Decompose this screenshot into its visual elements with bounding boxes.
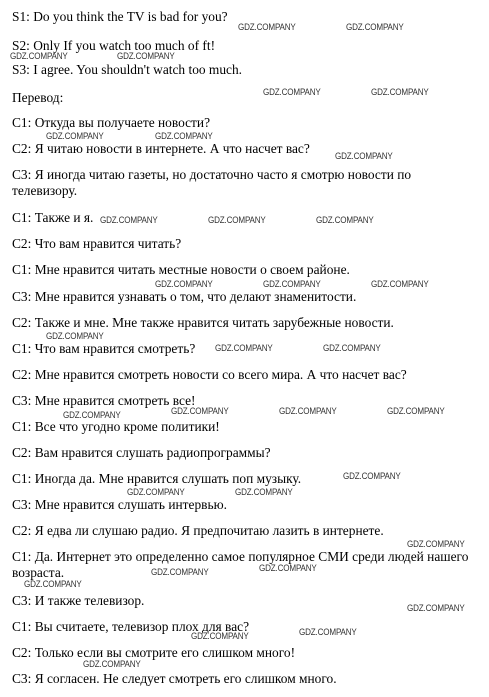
watermark: GDZ.COMPANY <box>10 51 68 62</box>
watermark: GDZ.COMPANY <box>259 563 317 574</box>
translation-line: С1: Все что угодно кроме политики! <box>12 419 220 434</box>
translation-line: С3: Я согласен. Не следует смотреть его слишком много. <box>12 671 337 686</box>
dialogue-line-s1: S1: Do you think the TV is bad for you? <box>12 9 228 24</box>
watermark: GDZ.COMPANY <box>83 659 141 670</box>
watermark: GDZ.COMPANY <box>46 131 104 142</box>
translation-line: С2: Что вам нравится читать? <box>12 236 182 251</box>
watermark: GDZ.COMPANY <box>371 87 429 98</box>
translation-line: С1: Откуда вы получаете новости? <box>12 115 211 130</box>
watermark: GDZ.COMPANY <box>407 539 465 550</box>
watermark: GDZ.COMPANY <box>155 279 213 290</box>
translation-line: С3: И также телевизор. <box>12 593 145 608</box>
translation-line: С3: Я иногда читаю газеты, но достаточно часто я смотрю новости по телевизору. <box>12 167 412 198</box>
watermark: GDZ.COMPANY <box>117 51 175 62</box>
watermark: GDZ.COMPANY <box>155 131 213 142</box>
watermark: GDZ.COMPANY <box>238 22 296 33</box>
translation-line: С1: Мне нравится читать местные новости о своем районе. <box>12 262 350 277</box>
translation-line: С2: Я читаю новости в интернете. А что насчет вас? <box>12 141 310 156</box>
watermark: GDZ.COMPANY <box>215 343 273 354</box>
translation-line: С3: Мне нравится узнавать о том, что делают знаменитости. <box>12 289 357 304</box>
watermark: GDZ.COMPANY <box>279 406 337 417</box>
watermark: GDZ.COMPANY <box>263 279 321 290</box>
translation-line: С3: Мне нравится смотреть все! <box>12 393 196 408</box>
watermark: GDZ.COMPANY <box>46 331 104 342</box>
translation-line: С2: Я едва ли слушаю радио. Я предпочитаю лазить в интернете. <box>12 523 384 538</box>
translation-line: С1: Что вам нравится смотреть? <box>12 341 196 356</box>
watermark: GDZ.COMPANY <box>100 215 158 226</box>
watermark: GDZ.COMPANY <box>263 87 321 98</box>
watermark: GDZ.COMPANY <box>343 471 401 482</box>
watermark: GDZ.COMPANY <box>407 603 465 614</box>
dialogue-line-s2: S2: Only If you watch too much of ft! <box>12 38 216 53</box>
watermark: GDZ.COMPANY <box>191 631 249 642</box>
translation-line: С1: Иногда да. Мне нравится слушать поп музыку. <box>12 471 302 486</box>
translation-heading: Перевод: <box>12 90 64 105</box>
watermark: GDZ.COMPANY <box>346 22 404 33</box>
translation-line: С2: Вам нравится слушать радиопрограммы? <box>12 445 271 460</box>
watermark: GDZ.COMPANY <box>299 627 357 638</box>
watermark: GDZ.COMPANY <box>208 215 266 226</box>
watermark: GDZ.COMPANY <box>127 487 185 498</box>
translation-line: С2: Также и мне. Мне также нравится читать зарубежные новости. <box>12 315 394 330</box>
watermark: GDZ.COMPANY <box>151 567 209 578</box>
translation-line: С2: Мне нравится смотреть новости со всего мира. А что насчет вас? <box>12 367 407 382</box>
watermark: GDZ.COMPANY <box>335 151 393 162</box>
watermark: GDZ.COMPANY <box>316 215 374 226</box>
watermark: GDZ.COMPANY <box>171 406 229 417</box>
translation-line: С2: Только если вы смотрите его слишком много! <box>12 645 296 660</box>
watermark: GDZ.COMPANY <box>323 343 381 354</box>
watermark: GDZ.COMPANY <box>371 279 429 290</box>
dialogue-line-s3: S3: I agree. You shouldn't watch too much. <box>12 62 243 77</box>
watermark: GDZ.COMPANY <box>24 579 82 590</box>
translation-line: С1: Вы считаете, телевизор плох для вас? <box>12 619 250 634</box>
watermark: GDZ.COMPANY <box>63 410 121 421</box>
translation-line: С3: Мне нравится слушать интервью. <box>12 497 227 512</box>
translation-line: С1: Также и я. <box>12 210 94 225</box>
watermark: GDZ.COMPANY <box>387 406 445 417</box>
watermark: GDZ.COMPANY <box>235 487 293 498</box>
translation-line: С1: Да. Интернет это определенно самое популярное СМИ среди людей нашего возраста. <box>12 549 469 580</box>
